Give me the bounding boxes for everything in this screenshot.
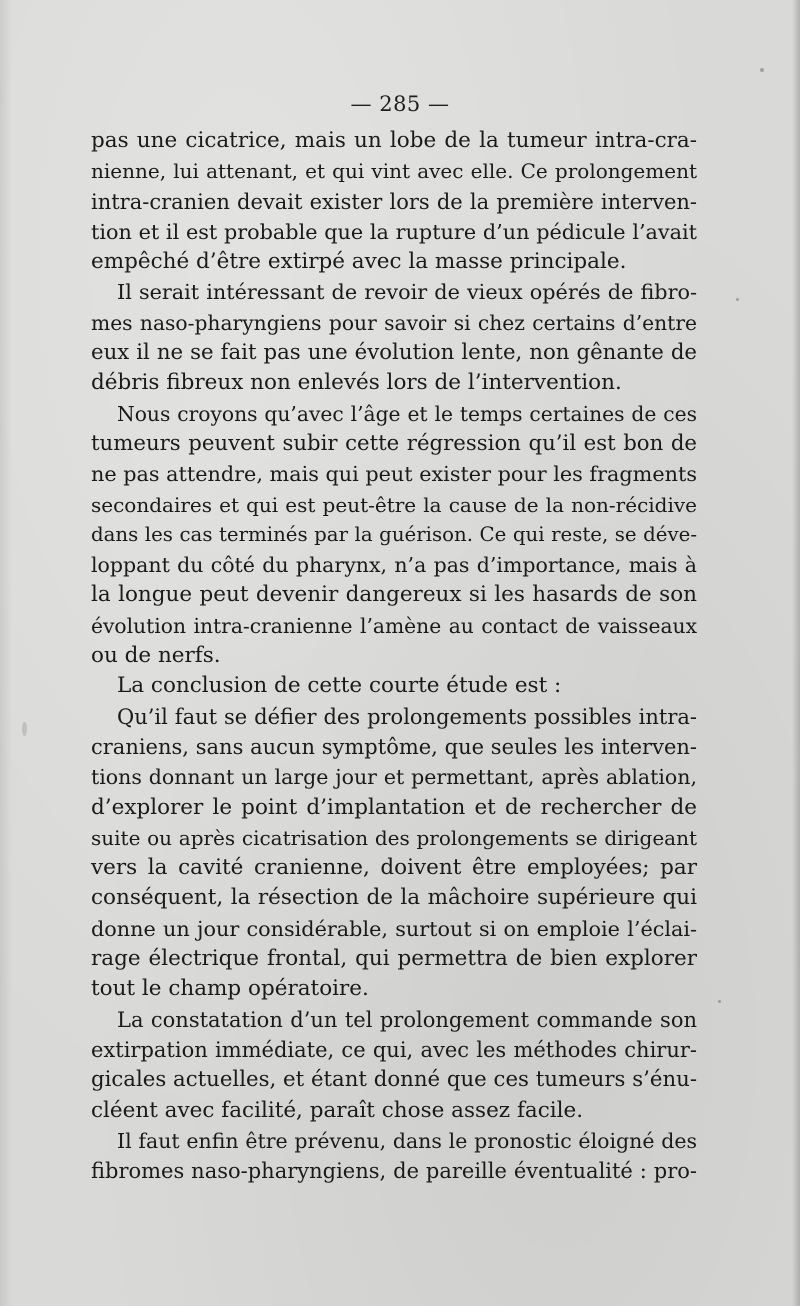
text-line: tions donnant un large jour et permettant, après ablation,: [91, 765, 697, 790]
page-right-shadow: [792, 0, 800, 1306]
page-left-shadow: [0, 0, 12, 1306]
text-line: ne pas attendre, mais qui peut exister pour les fragments: [91, 462, 697, 487]
text-line: la longue peut devenir dangereux si les hasards de son: [91, 582, 697, 608]
text-line: tumeurs peuvent subir cette régression qu’il est bon de: [91, 430, 697, 456]
text-line: pas une cicatrice, mais un lobe de la tumeur intra-cra-: [91, 128, 697, 153]
text-line: débris fibreux non enlevés lors de l’intervention.: [91, 370, 622, 396]
text-line: Il serait intéressant de revoir de vieux opérés de fibro-: [117, 280, 697, 305]
text-line: La conclusion de cette courte étude est :: [117, 673, 562, 699]
page-number: — 285 —: [350, 92, 450, 116]
text-line: évolution intra-cranienne l’amène au contact de vaisseaux: [91, 613, 697, 638]
text-line: d’explorer le point d’implantation et de rechercher de: [91, 794, 697, 820]
text-line: vers la cavité cranienne, doivent être employées; par: [91, 855, 697, 881]
text-line: tout le champ opératoire.: [91, 976, 369, 1002]
text-line: eux il ne se fait pas une évolution lente, non gênante de: [91, 340, 697, 366]
text-line: loppant du côté du pharynx, n’a pas d’importance, mais à: [91, 553, 697, 578]
text-line: empêché d’être extirpé avec la masse principale.: [91, 249, 627, 275]
text-line: rage électrique frontal, qui permettra de bien explorer: [91, 946, 697, 972]
text-line: Qu’il faut se défier des prolongements possibles intra-: [117, 704, 697, 729]
text-line: extirpation immédiate, ce qui, avec les méthodes chirur-: [91, 1037, 697, 1062]
text-line: intra-cranien devait exister lors de la première interven-: [91, 189, 697, 214]
text-line: suite ou après cicatrisation des prolongements se dirigeant: [91, 825, 697, 850]
text-line: mes naso-pharyngiens pour savoir si chez certains d’entre: [91, 310, 697, 335]
paper-speck: [760, 68, 764, 72]
text-line: cléent avec facilité, paraît chose assez facile.: [91, 1097, 584, 1123]
paper-speck: [22, 722, 27, 736]
text-line: gicales actuelles, et étant donné que ces tumeurs s’énu-: [91, 1067, 697, 1093]
paper-speck: [736, 298, 739, 301]
text-line: nienne, lui attenant, et qui vint avec elle. Ce prolongement: [91, 159, 697, 184]
text-line: Il faut enfin être prévenu, dans le pronostic éloigné des: [117, 1128, 697, 1153]
paper-speck: [718, 1000, 721, 1003]
text-line: donne un jour considérable, surtout si on emploie l’éclai-: [91, 916, 697, 941]
text-line: conséquent, la résection de la mâchoire supérieure qui: [91, 885, 697, 911]
text-line: secondaires et qui est peut-être la cause de la non-récidive: [91, 492, 697, 517]
text-line: tion et il est probable que la rupture d’un pédicule l’avait: [91, 219, 697, 244]
text-line: craniens, sans aucun symptôme, que seules les interven-: [91, 734, 697, 759]
text-line: dans les cas terminés par la guérison. Ce qui reste, se déve-: [91, 522, 697, 546]
text-line: La constatation d’un tel prolongement commande son: [117, 1007, 697, 1032]
text-line: fibromes naso-pharyngiens, de pareille éventualité : pro-: [91, 1159, 697, 1184]
body-text: [91, 126, 697, 1186]
text-line: ou de nerfs.: [91, 643, 221, 669]
text-line: Nous croyons qu’avec l’âge et le temps certaines de ces: [117, 401, 697, 426]
